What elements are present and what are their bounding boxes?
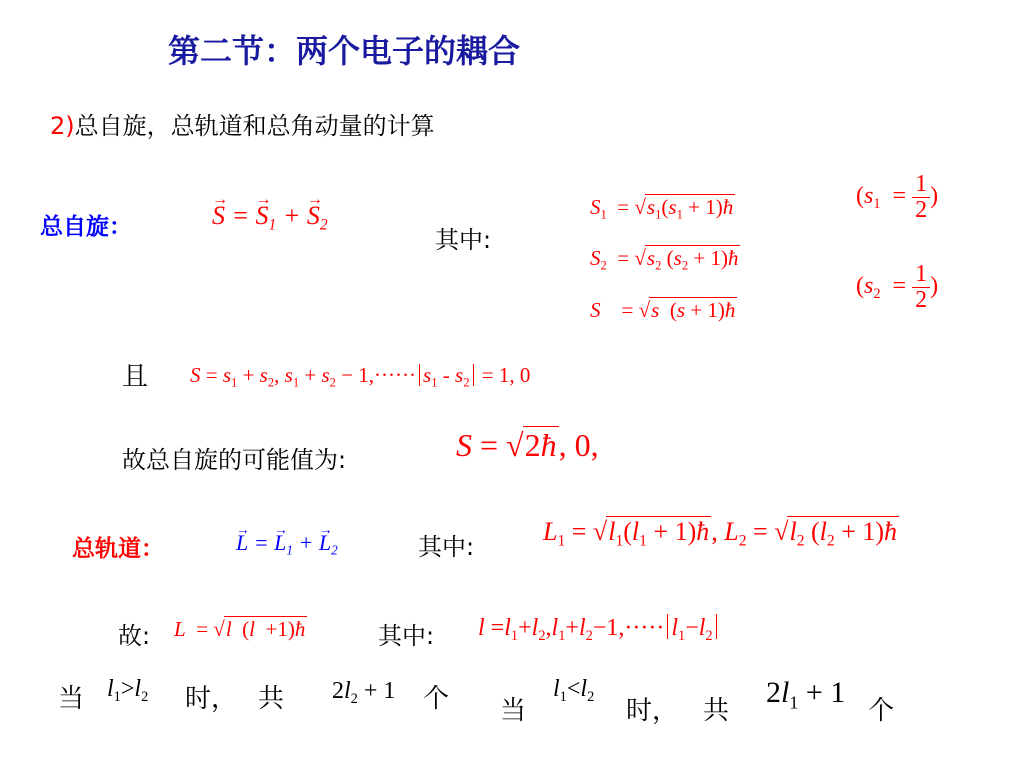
case2-unit-label: 个 xyxy=(868,696,895,726)
case1-when-label: 当 xyxy=(58,684,85,714)
orbit-where-label: 其中: xyxy=(418,533,475,561)
s2-value: ($s_2$ = $\frac{1}{2}$ ) xyxy=(856,261,939,314)
and-label: 且 xyxy=(122,362,149,392)
case2-condition: $l_1<l_2$ xyxy=(553,676,595,706)
possible-spin-values: S = √2ħ, 0, xyxy=(456,427,599,463)
case1-time-label: 时， xyxy=(185,684,238,714)
section-number: 2) xyxy=(50,112,75,140)
section-subtitle-text: 总自旋，总轨道和总角动量的计算 xyxy=(74,112,435,140)
s2-magnitude-equation: $S_2 = √s_2$ ($s_2$ + 1)ħ xyxy=(590,246,739,273)
total-spin-label: 总自旋： xyxy=(40,214,132,240)
spin-where-label: 其中: xyxy=(435,226,492,254)
case2-count-formula: $2l_1 + 1$ xyxy=(766,676,846,713)
case2-when-label: 当 xyxy=(500,696,527,726)
page-title: 第二节：两个电子的耦合 xyxy=(168,32,521,70)
s1-magnitude-equation: $S_1 = √s_1(s_1$ + 1)ħ xyxy=(590,195,734,222)
case1-condition: $l_1>l_2$ xyxy=(107,676,149,706)
possible-spin-label: 故总自旋的可能值为: xyxy=(122,446,347,474)
case1-unit-label: 个 xyxy=(423,684,450,714)
section-subtitle xyxy=(50,106,435,141)
orbit-range-equation: $l =l_1+l_2,l_1+l_2-1,\cdot\cdot\cdot\cdot\cdot l_1-l_2$ xyxy=(478,614,720,645)
orbit-magnitude-equation: $L_1 = √l_1(l_1$ + 1)ħ, $L_2 = √l_2$ ($l_2$ + 1)ħ xyxy=(543,517,898,550)
therefore-label: 故: xyxy=(118,622,151,650)
l-magnitude-equation: L = √l (l +1)ħ xyxy=(174,617,306,641)
s-magnitude-equation: S = √s (s + 1)ħ xyxy=(590,298,736,322)
spin-vector-equation: → S = → $S_1$ + → $S_2$ xyxy=(212,201,328,234)
s1-value: ($s_1$ = $\frac{1}{2}$ ) xyxy=(856,171,939,224)
orbit-vector-equation: → L = → $L_1$ + → $L_2$ xyxy=(236,530,338,559)
case1-total-label: 共 xyxy=(258,684,285,714)
spin-range-equation: $S = s_1 + s_2$, $s_1 + s_2 - 1,\cdot\cdot\cdot\cdot\cdot\cdot s_1 - s_2 = 1$, 0 xyxy=(190,363,531,390)
case1-count-formula: $2l_2 + 1$ xyxy=(332,678,396,708)
total-orbit-label: 总轨道： xyxy=(72,536,164,562)
case2-time-label: 时， xyxy=(626,696,679,726)
orbit-where2-label: 其中: xyxy=(378,622,435,650)
case2-total-label: 共 xyxy=(703,696,730,726)
